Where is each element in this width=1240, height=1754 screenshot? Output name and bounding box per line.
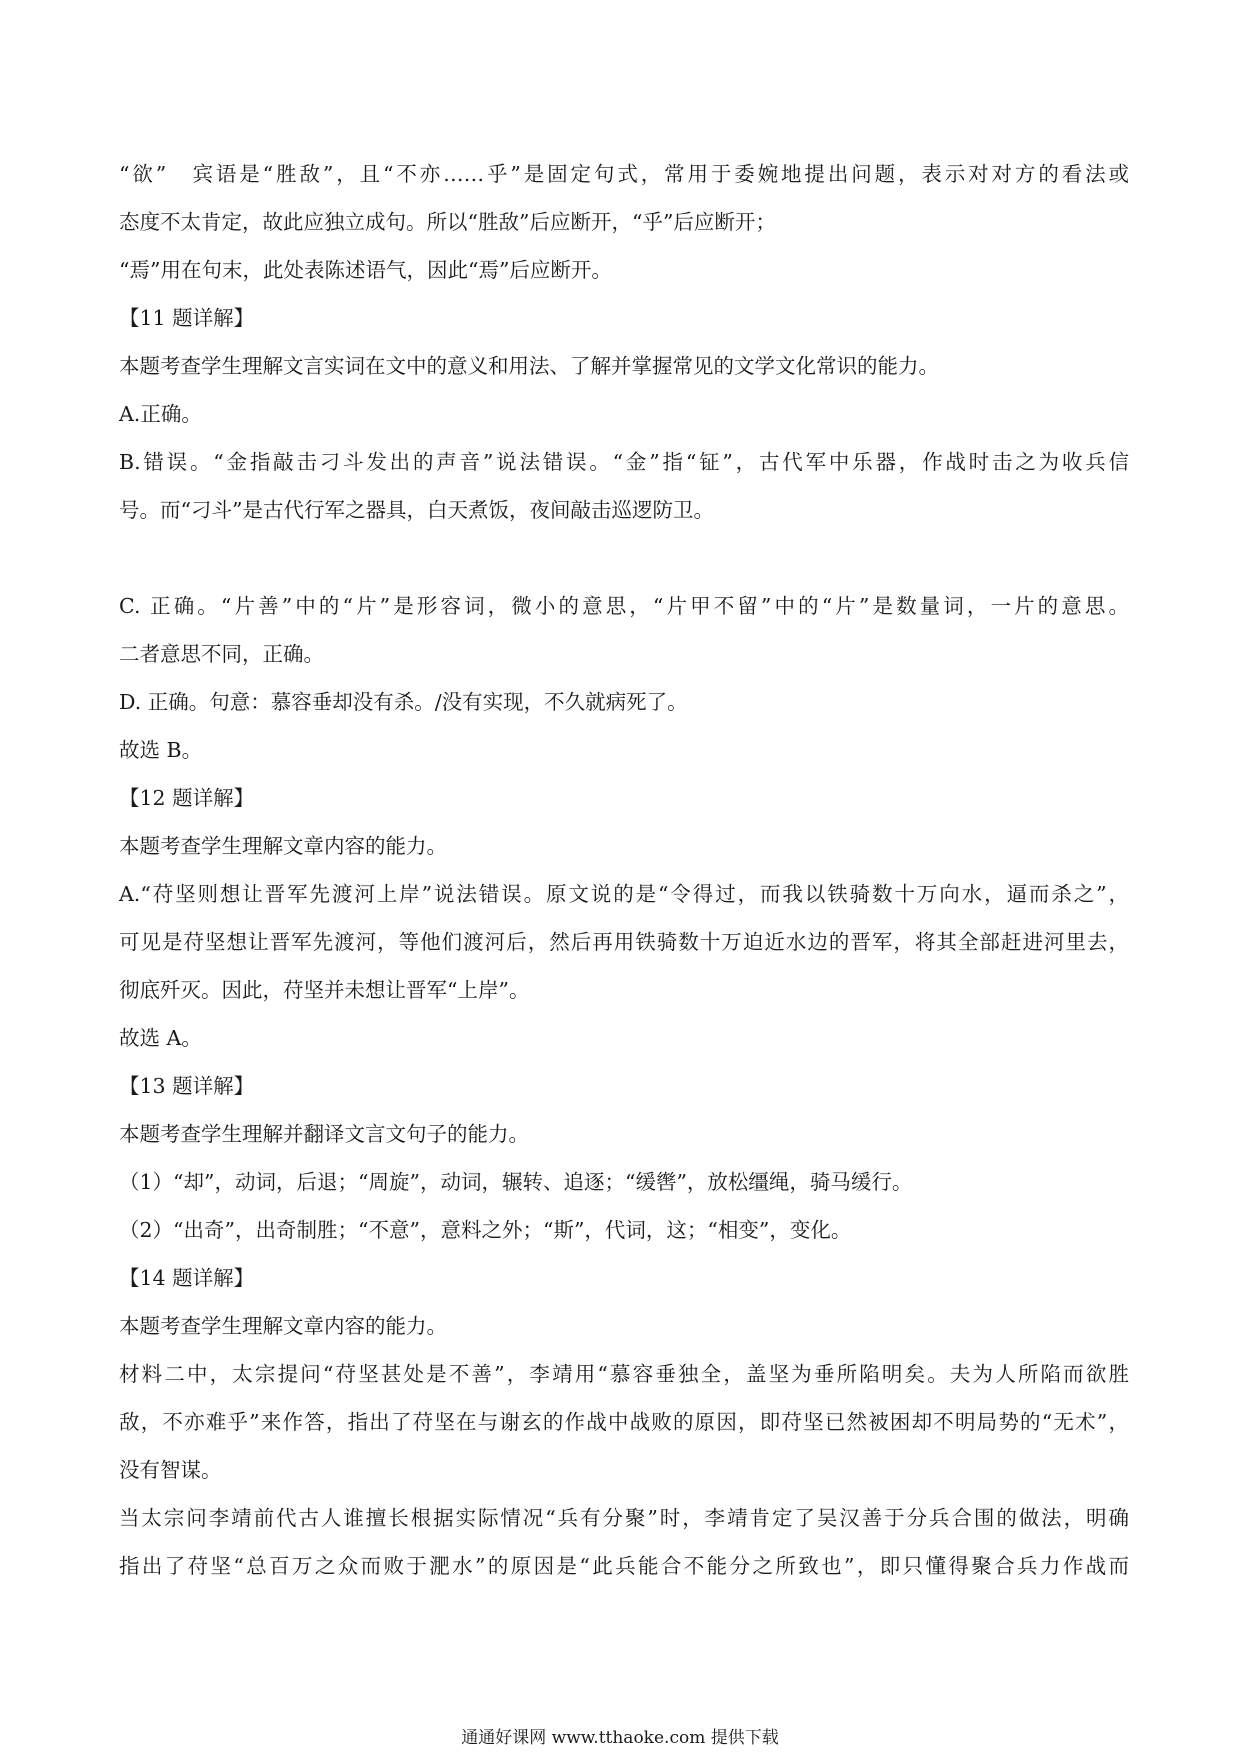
- paragraph-line: 故选 A。: [119, 1026, 202, 1050]
- paragraph-line: 本题考查学生理解并翻译文言文句子的能力。: [119, 1122, 529, 1146]
- paragraph-line: 本题考查学生理解文章内容的能力。: [119, 834, 447, 858]
- paragraph-line: B.错误。“金指敲击刁斗发出的声音”说法错误。“金”指“钲”，古代军中乐器，作战时击之为收兵信: [119, 450, 1129, 474]
- paragraph-line: 彻底歼灭。因此，苻坚并未想让晋军“上岸”。: [119, 978, 530, 1002]
- paragraph-line: 二者意思不同，正确。: [119, 642, 324, 666]
- paragraph-line: “欲” 宾语是“胜敌”，且“不亦……乎”是固定句式，常用于委婉地提出问题，表示对对方的看法或: [119, 162, 1129, 186]
- paragraph-line: （1）“却”，动词，后退；“周旋”，动词，辗转、追逐；“缓辔”，放松缰绳，骑马缓行。: [119, 1170, 913, 1194]
- section-heading-11: 【11 题详解】: [119, 306, 255, 330]
- paragraph-line: D. 正确。句意：慕容垂却没有杀。/没有实现，不久就病死了。: [119, 690, 688, 714]
- paragraph-line: “焉”用在句末，此处表陈述语气，因此“焉”后应断开。: [119, 258, 612, 282]
- section-heading-12: 【12 题详解】: [119, 786, 255, 810]
- paragraph-line: 号。而“刁斗”是古代行军之器具，白天煮饭，夜间敲击巡逻防卫。: [119, 498, 714, 522]
- paragraph-line: 态度不太肯定，故此应独立成句。所以“胜敌”后应断开，“乎”后应断开；: [119, 210, 776, 234]
- paragraph-line: 本题考查学生理解文章内容的能力。: [119, 1314, 447, 1338]
- paragraph-line: 当太宗问李靖前代古人谁擅长根据实际情况“兵有分聚”时，李靖肯定了吴汉善于分兵合围的做法，明确: [119, 1506, 1129, 1530]
- paragraph-line: 材料二中，太宗提问“苻坚甚处是不善”，李靖用“慕容垂独全，盖坚为垂所陷明矣。夫为人所陷而欲胜: [119, 1362, 1129, 1386]
- blank-line: [119, 534, 1129, 582]
- paragraph-line: A.正确。: [119, 402, 202, 426]
- page-footer: 通通好课网 www.tthaoke.com 提供下载: [461, 1728, 779, 1748]
- paragraph-line: C. 正确。“片善”中的“片”是形容词，微小的意思，“片甲不留”中的“片”是数量词，一片的意思。: [119, 594, 1129, 618]
- section-heading-14: 【14 题详解】: [119, 1266, 255, 1290]
- paragraph-line: 指出了苻坚“总百万之众而败于淝水”的原因是“此兵能合不能分之所致也”，即只懂得聚合兵力作战而: [119, 1554, 1129, 1578]
- paragraph-line: 没有智谋。: [119, 1458, 222, 1482]
- paragraph-line: 敌，不亦难乎”来作答，指出了苻坚在与谢玄的作战中战败的原因，即苻坚已然被困却不明局势的“无术”，: [119, 1410, 1129, 1434]
- paragraph-line: 故选 B。: [119, 738, 203, 762]
- document-body: [119, 150, 1129, 1590]
- paragraph-line: 本题考查学生理解文言实词在文中的意义和用法、了解并掌握常见的文学文化常识的能力。: [119, 354, 939, 378]
- paragraph-line: A.“苻坚则想让晋军先渡河上岸”说法错误。原文说的是“令得过，而我以铁骑数十万向水，逼而杀之”，: [119, 882, 1129, 906]
- section-heading-13: 【13 题详解】: [119, 1074, 255, 1098]
- paragraph-line: （2）“出奇”，出奇制胜；“不意”，意料之外；“斯”，代词，这；“相变”，变化。: [119, 1218, 852, 1242]
- paragraph-line: 可见是苻坚想让晋军先渡河，等他们渡河后，然后再用铁骑数十万迫近水边的晋军，将其全部赶进河里去，: [119, 930, 1129, 954]
